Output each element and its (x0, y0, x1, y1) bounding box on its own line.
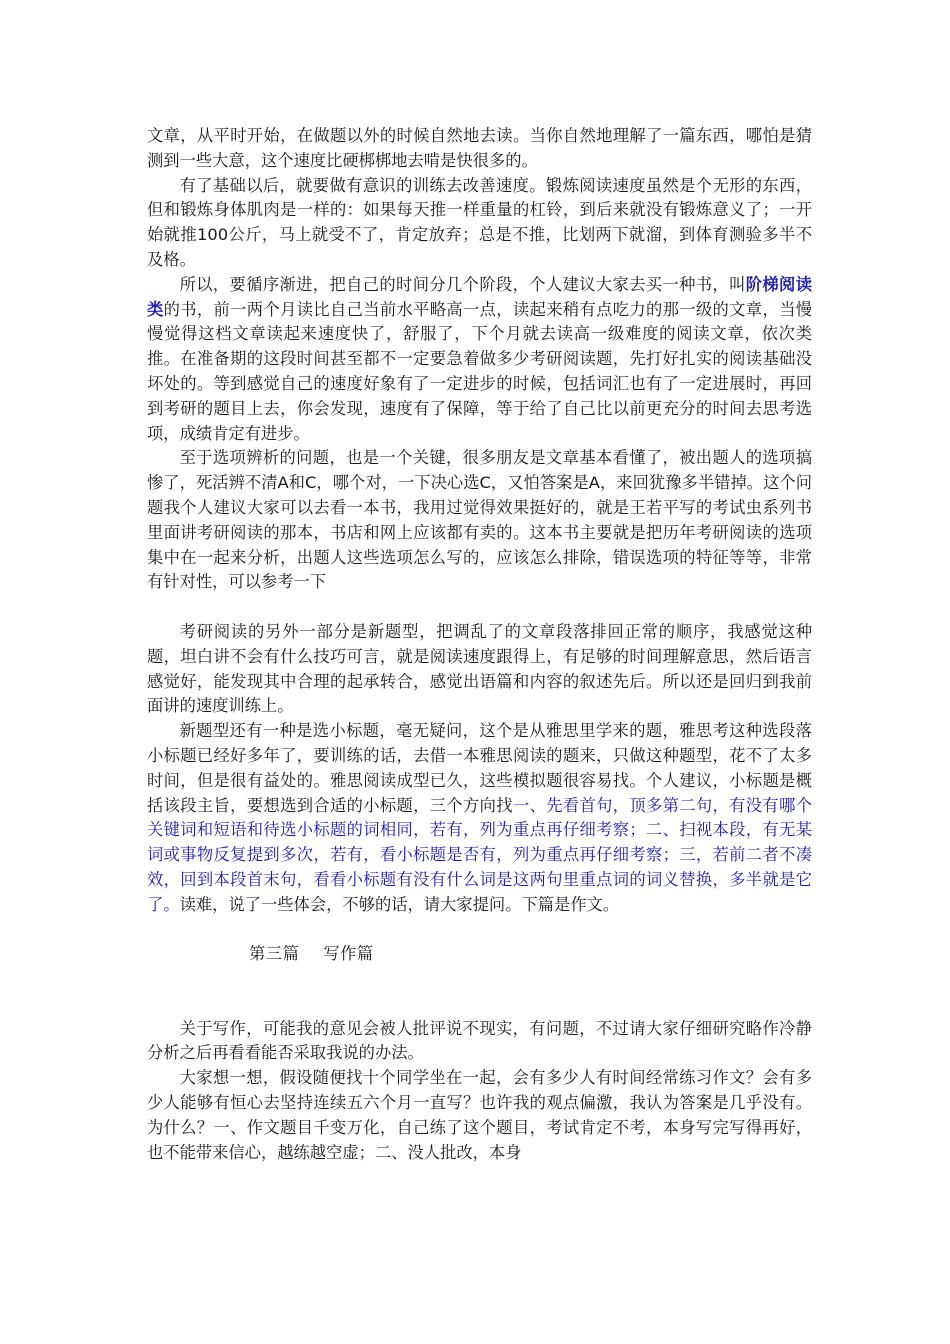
paragraph-6 (147, 719, 812, 917)
graded-reading-highlight: 阶梯阅读类 (147, 274, 812, 319)
blank-line (147, 595, 812, 620)
paragraph-5: 考研阅读的另外一部分是新题型，把调乱了的文章段落排回正常的顺序，我感觉这种题，坦白讲不会有什么技巧可言，就是阅读速度跟得上，有足够的时间理解意思，然后语言感觉好，能发现其中合理的起承转合，感觉出语篇和内容的叙述先后。所以还是回归到我前面讲的速度训练上。 (147, 621, 812, 716)
paragraph-7: 关于写作，可能我的意见会被人批评说不现实，有问题，不过请大家仔细研究略作冷静分析之后再看看能否采取我说的办法。 (147, 1018, 812, 1063)
document-page (147, 124, 812, 1165)
heading-tips-highlight: 一、先看首句，顶多第二句，有没有哪个关键词和短语和待选小标题的词相同，若有，列为重点再仔细考察；二、扫视本段，有无某词或事物反复提到多次，若有，看小标题是否有，列为重点再仔细考察；三，若前二者不凑效，回到本段首末句，看看小标题有没有什么词是这两句里重点词的词义替换，多半就是它了。 (147, 795, 812, 914)
blank-line (147, 967, 812, 992)
paragraph-6-text-b: 读难，说了一些体会，不够的话，请大家提问。下篇是作文。 (179, 894, 620, 914)
section-heading-part: 第三篇 (249, 944, 300, 964)
paragraph-3-text-b: 的书，前一两个月读比自己当前水平略高一点，读起来稍有点吃力的那一级的文章，当慢慢觉得这档文章读起来速度快了，舒服了，下个月就去读高一级难度的阅读文章，依次类推。在准备期的这段时间甚至都不一定要急着做多少考研阅读题，先打好扎实的阅读基础没坏处的。等到感觉自己的速度好象有了一定进步的时候，包括词汇也有了一定进展时，再回到考研的题目上去，你会发现，速度有了保障，等于给了自己比以前更充分的时间去思考选项，成绩肯定有进步。 (147, 299, 812, 443)
section-heading (147, 942, 812, 967)
paragraph-6-text-a: 新题型还有一种是选小标题，毫无疑问，这个是从雅思里学来的题，雅思考这种选段落小标题已经好多年了，要训练的话，去借一本雅思阅读的题来，只做这种题型，花不了太多时间，但是很有益处的。雅思阅读成型已久，这些模拟题很容易找。个人建议，小标题是概括该段主旨，要想选到合适的小标题，三个方向找 (147, 721, 812, 815)
paragraph-1: 文章，从平时开始，在做题以外的时候自然地去读。当你自然地理解了一篇东西，哪怕是猜测到一些大意，这个速度比硬梆梆地去啃是快很多的。 (147, 126, 812, 170)
paragraph-2: 有了基础以后，就要做有意识的训练去改善速度。锻炼阅读速度虽然是个无形的东西，但和锻炼身体肌肉是一样的：如果每天推一样重量的杠铃，到后来就没有锻炼意义了；一开始就推100公斤，马上就受不了，肯定放弃；总是不推，比划两下就溜，到体育测验多半不及格。 (147, 175, 812, 269)
paragraph-3 (147, 273, 812, 447)
paragraph-3-text-a: 所以，要循序渐进，把自己的时间分几个阶段，个人建议大家去买一种书，叫 (179, 274, 746, 294)
section-heading-title: 写作篇 (323, 944, 374, 964)
blank-line (147, 992, 812, 1017)
blank-line (147, 918, 812, 943)
paragraph-4: 至于选项辨析的问题，也是一个关键，很多朋友是文章基本看懂了，被出题人的选项搞惨了，死活辨不清A和C，哪个对，一下决心选C，又怕答案是A，来回犹豫多半错掉。这个问题我个人建议大家可以去看一本书，我用过觉得效果挺好的，就是王若平写的考试虫系列书里面讲考研阅读的那本，书店和网上应该都有卖的。这本书主要就是把历年考研阅读的选项集中在一起来分析，出题人这些选项怎么写的，应该怎么排除，错误选项的特征等等，非常有针对性，可以参考一下 (147, 448, 812, 592)
paragraph-8: 大家想一想，假设随便找十个同学坐在一起，会有多少人有时间经常练习作文？会有多少人能够有恒心去坚持连续五六个月一直写？也许我的观点偏激，我认为答案是几乎没有。为什么？一、作文题目千变万化，自己练了这个题目，考试肯定不考，本身写完写得再好，也不能带来信心，越练越空虚；二、没人批改，本身 (147, 1068, 812, 1162)
